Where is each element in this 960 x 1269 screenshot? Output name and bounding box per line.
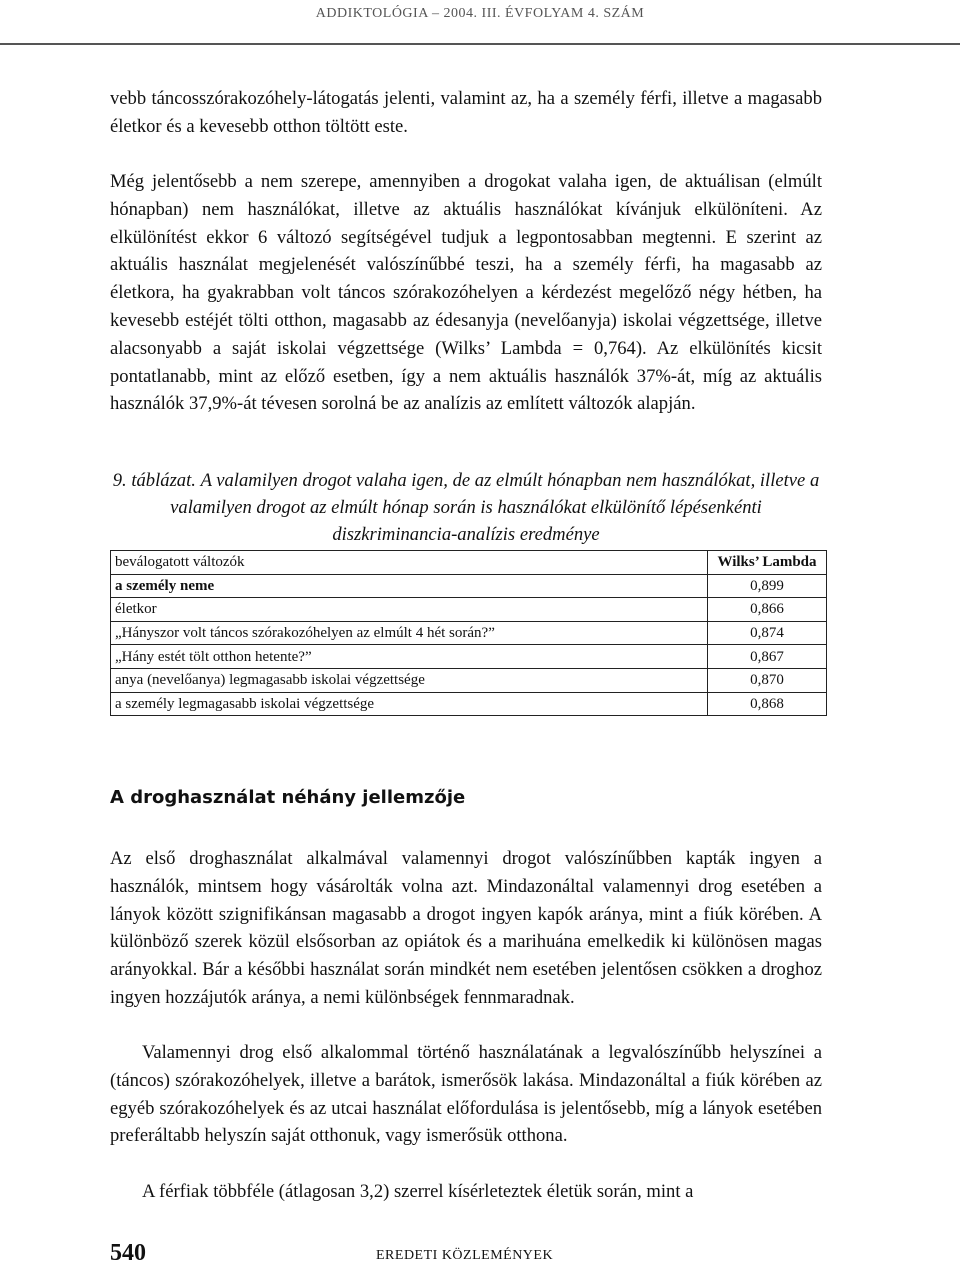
section-heading: A droghasználat néhány jellemzője — [110, 787, 466, 808]
wilks-lambda-cell: 0,868 — [708, 692, 827, 716]
table-caption — [110, 467, 822, 548]
section-paragraph-2: Valamennyi drog első alkalommal történő használatának a legvalószínűbb helyszínei a (táncos) szórakozóhelyek, illetve a barátok, ismerősök lakása. Mindazonáltal a fiúk körében az egyéb szórakozóhelyek és az utcai használat előfordulása is jelentősebb, míg a lányok esetében preferáltabb helyszín saját otthonuk, vagy ismerősük otthona. — [110, 1042, 822, 1147]
header-rule — [0, 43, 960, 45]
body-paragraph-1: vebb táncosszórakozóhely-látogatás jelenti, valamint az, ha a személy férfi, illetve a magasabb életkor és a kevesebb otthon töltött este. — [110, 88, 822, 137]
header-cell-variable: beválogatott változók — [111, 551, 708, 575]
header-cell-value: Wilks’ Lambda — [708, 551, 827, 575]
table-label: 9. táblázat. — [112, 470, 196, 491]
results-table — [110, 550, 827, 716]
variable-cell: a személy neme — [111, 574, 708, 598]
table-caption-text: A valamilyen drogot valaha igen, de az elmúlt hónapban nem használókat, illetve a valamilyen drogot az elmúlt hónap során is használókat elkülönítő lépésenkénti diszkriminancia-analízis eredménye — [170, 470, 820, 545]
section-paragraph-3: A férfiak többféle (átlagosan 3,2) szerrel kísérleteztek életük során, mint a — [142, 1181, 694, 1202]
wilks-lambda-cell: 0,866 — [708, 598, 827, 622]
table-row — [111, 668, 827, 692]
wilks-lambda-cell: 0,867 — [708, 645, 827, 669]
table-row — [111, 645, 827, 669]
section-paragraph-1: Az első droghasználat alkalmával valamennyi drogot valószínűbben kapták ingyen a használók, mintsem hogy vásárolták volna azt. Mindazonáltal valamennyi drog esetében a lányok között szignifikánsan magasabb a drogot ingyen kapók aránya, mint a fiúk körében. A különböző szerek közül elsősorban az opiátok és a marihuána emelkedik ki különösen magas arányokkal. Bár a későbbi használat során mindkét nem esetében jelentősen csökken a droghoz ingyen hozzájutók aránya, a nemi különbségek fennmaradnak. — [110, 848, 822, 1008]
table-row — [111, 574, 827, 598]
table-row — [111, 692, 827, 716]
variable-cell: „Hányszor volt táncos szórakozóhelyen az elmúlt 4 hét során?” — [111, 621, 708, 645]
wilks-lambda-cell: 0,874 — [708, 621, 827, 645]
variable-cell: „Hány estét tölt otthon hetente?” — [111, 645, 708, 669]
variable-cell: a személy legmagasabb iskolai végzettsége — [111, 692, 708, 716]
running-head: ADDIKTOLÓGIA – 2004. III. ÉVFOLYAM 4. SZÁM — [315, 6, 645, 21]
table-row — [111, 598, 827, 622]
page-number: 540 — [110, 1240, 146, 1266]
body-paragraph-2: Még jelentősebb a nem szerepe, amennyiben a drogokat valaha igen, de aktuálisan (elmúlt hónapban) nem használókat, illetve az aktuális használókat kívánjuk elkülöníteni. Az elkülönítést ekkor 6 változó segítségével tudjuk a legpontosabban megtenni. E szerint az aktuális használat megjelenését valószínűbbé teszi, ha a személy férfi, ha magasabb az életkora, ha gyakrabban volt táncos szórakozóhelyen a kérdezést megelőző négy hétben, ha kevesebb estéjét tölti otthon, magasabb az édesanyja (nevelőanyja) iskolai végzettsége, illetve alacsonyabb a saját iskolai végzettsége (Wilks’ Lambda = 0,764). Az elkülönítés kicsit pontatlanabb, mint az előző esetben, így a nem aktuális használók 37%-át, míg az aktuális használók 37,9%-át tévesen sorolná be az analízis az említett változók alapján. — [110, 171, 822, 415]
wilks-lambda-cell: 0,870 — [708, 668, 827, 692]
table-header-row — [111, 551, 827, 575]
footer-label: EREDETI KÖZLEMÉNYEK — [376, 1248, 554, 1263]
variable-cell: anya (nevelőanya) legmagasabb iskolai végzettsége — [111, 668, 708, 692]
wilks-lambda-cell: 0,899 — [708, 574, 827, 598]
variable-cell: életkor — [111, 598, 708, 622]
table-row — [111, 621, 827, 645]
